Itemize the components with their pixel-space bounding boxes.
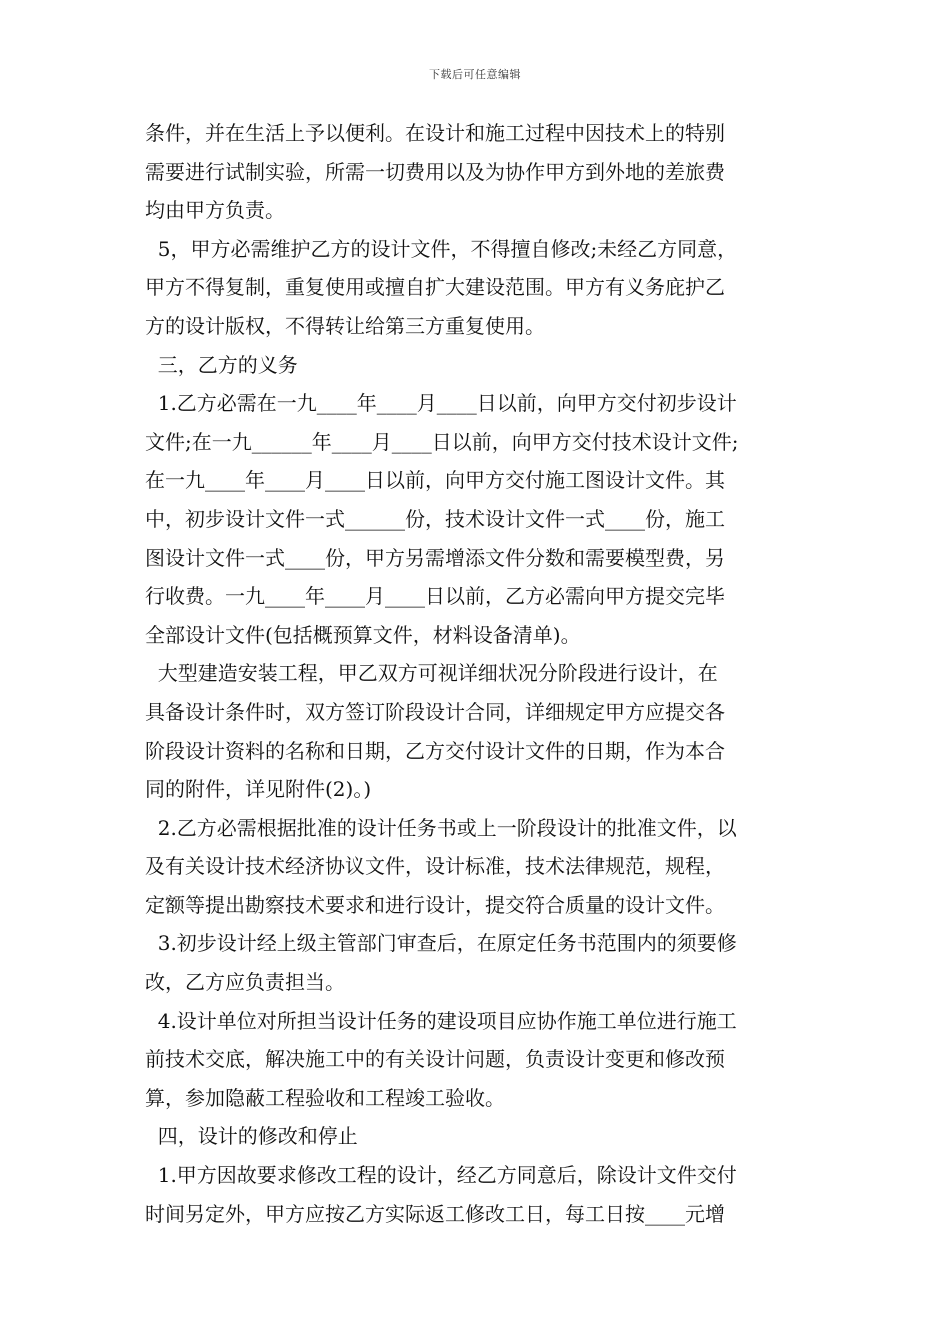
text-line: 在一九____年____月____日以前，向甲方交付施工图设计文件。其 <box>145 468 725 493</box>
text-line: 2.乙方必需根据批准的设计任务书或上一阶段设计的批准文件，以 <box>145 815 737 840</box>
text-line: 三，乙方的义务 <box>145 352 298 377</box>
text-line: 全部设计文件(包括概预算文件，材料设备清单)。 <box>145 622 581 647</box>
text-line: 图设计文件一式____份，甲方另需增添文件分数和需要模型费，另 <box>145 545 725 570</box>
text-line: 需要进行试制实验，所需一切费用以及为协作甲方到外地的差旅费 <box>145 159 725 184</box>
text-line: 阶段设计资料的名称和日期，乙方交付设计文件的日期，作为本合 <box>145 738 725 763</box>
document-body <box>145 114 810 1233</box>
page-header: 下载后可任意编辑 <box>429 68 521 81</box>
text-line: 定额等提出勘察技术要求和进行设计，提交符合质量的设计文件。 <box>145 892 725 917</box>
text-line: 方的设计版权，不得转让给第三方重复使用。 <box>145 313 545 338</box>
text-line: 时间另定外，甲方应按乙方实际返工修改工日，每工日按____元增 <box>145 1201 725 1226</box>
text-line: 行收费。一九____年____月____日以前，乙方必需向甲方提交完毕 <box>145 584 725 609</box>
text-line: 3.初步设计经上级主管部门审查后，在原定任务书范围内的须要修 <box>145 931 737 956</box>
text-line: 甲方不得复制，重复使用或擅自扩大建设范围。甲方有义务庇护乙 <box>145 275 725 300</box>
text-line: 4.设计单位对所担当设计任务的建设项目应协作施工单位进行施工 <box>145 1008 737 1033</box>
text-line: 均由甲方负责。 <box>145 198 285 223</box>
text-line: 文件;在一九______年____月____日以前，向甲方交付技术设计文件; <box>145 429 739 454</box>
text-line: 1.甲方因故要求修改工程的设计，经乙方同意后，除设计文件交付 <box>145 1163 737 1188</box>
text-line: 同的附件，详见附件(2)。) <box>145 777 372 802</box>
text-line: 算，参加隐蔽工程验收和工程竣工验收。 <box>145 1085 505 1110</box>
text-line: 条件，并在生活上予以便利。在设计和施工过程中因技术上的特别 <box>145 121 725 145</box>
text-line: 具备设计条件时，双方签订阶段设计合同，详细规定甲方应提交各 <box>145 699 725 724</box>
text-line: 四，设计的修改和停止 <box>145 1124 358 1149</box>
text-line: 及有关设计技术经济协议文件，设计标准，技术法律规范，规程， <box>145 854 725 879</box>
text-line: 1.乙方必需在一九____年____月____日以前，向甲方交付初步设计 <box>145 391 737 416</box>
text-line: 前技术交底，解决施工中的有关设计问题，负责设计变更和修改预 <box>145 1047 725 1072</box>
text-line: 大型建造安装工程，甲乙双方可视详细状况分阶段进行设计，在 <box>145 661 718 686</box>
text-line: 中，初步设计文件一式______份，技术设计文件一式____份，施工 <box>145 506 725 531</box>
text-line: 改，乙方应负责担当。 <box>145 970 345 995</box>
text-line: 5，甲方必需维护乙方的设计文件，不得擅自修改;未经乙方同意， <box>145 236 738 261</box>
